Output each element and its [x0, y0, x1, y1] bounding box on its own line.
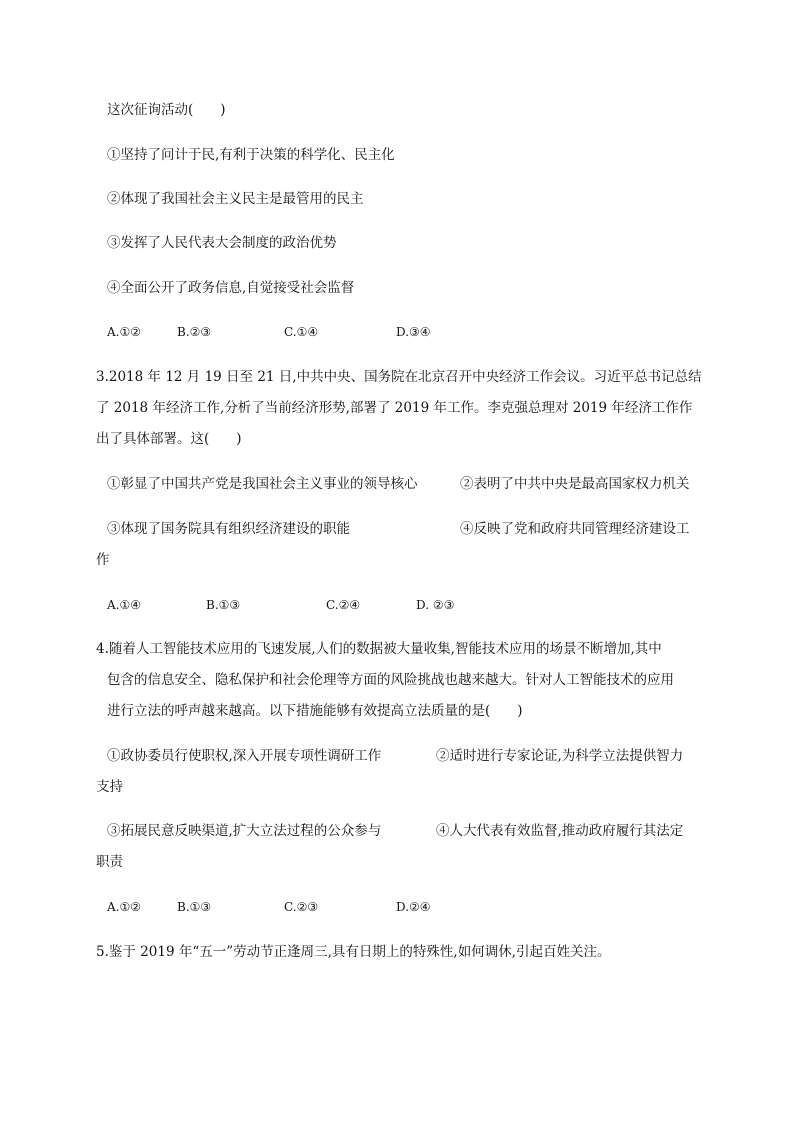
q3-option-b: B.①③ [206, 598, 241, 612]
q5-stem: 5.鉴于 2019 年“五一”劳动节正逢周三,具有日期上的特殊性,如何调休,引起百姓关注。 [96, 944, 611, 960]
q4-option-d: D.②④ [396, 900, 431, 914]
q4-item-1: ①政协委员行使职权,深入开展专项性调研工作 [107, 748, 382, 764]
q4-item-3: ③拓展民意反映渠道,扩大立法过程的公众参与 [107, 823, 382, 839]
q3-option-d: D. ②③ [416, 598, 455, 612]
q2-option-b: B.②③ [177, 325, 212, 339]
q2-option-a: A.①② [107, 325, 141, 339]
q2-option-d: D.③④ [396, 325, 431, 339]
q4-stem-line-1: 4.随着人工智能技术应用的飞速发展,人们的数据被大量收集,智能技术应用的场景不断增加,其中 [96, 641, 662, 657]
q4-option-b: B.①③ [177, 900, 212, 914]
q3-stem-line-1: 3.2018 年 12 月 19 日至 21 日,中共中央、国务院在北京召开中央经济工作会议。习近平总书记总结 [96, 369, 702, 385]
q2-item-4: ④全面公开了政务信息,自觉接受社会监督 [107, 280, 355, 296]
q3-stem-line-2: 了 2018 年经济工作,分析了当前经济形势,部署了 2019 年工作。李克强总理对 2019 年经济工作作 [96, 400, 693, 416]
q4-option-c: C.②③ [284, 900, 319, 914]
q2-item-1: ①坚持了问计于民,有利于决策的科学化、民主化 [107, 147, 395, 163]
q3-item-2: ②表明了中共中央是最高国家权力机关 [460, 476, 690, 492]
q3-item-3: ③体现了国务院具有组织经济建设的职能 [107, 521, 350, 537]
q2-option-c: C.①④ [284, 325, 319, 339]
q3-stem-line-3: 出了具体部署。这( ) [96, 431, 242, 447]
q2-item-3: ③发挥了人民代表大会制度的政治优势 [107, 235, 337, 251]
q2-item-2: ②体现了我国社会主义民主是最管用的民主 [107, 191, 364, 207]
q4-stem-line-3: 进行立法的呼声越来越高。以下措施能够有效提高立法质量的是( ) [107, 703, 523, 719]
q4-item-4: ④人大代表有效监督,推动政府履行其法定 [436, 823, 684, 839]
q4-item-2-wrap: 支持 [96, 779, 123, 795]
q4-item-4-wrap: 职责 [96, 854, 123, 870]
q4-option-a: A.①② [107, 900, 141, 914]
q4-stem-line-2: 包含的信息安全、隐私保护和社会伦理等方面的风险挑战也越来越大。针对人工智能技术的应用 [107, 672, 674, 688]
q2-stem: 这次征询活动( ) [107, 102, 226, 118]
q4-item-2: ②适时进行专家论证,为科学立法提供智力 [436, 748, 684, 764]
q3-option-a: A.①④ [107, 598, 141, 612]
q3-item-1: ①彰显了中国共产党是我国社会主义事业的领导核心 [107, 476, 418, 492]
q3-option-c: C.②④ [326, 598, 361, 612]
q3-item-4-wrap: 作 [96, 552, 110, 568]
q3-item-4: ④反映了党和政府共同管理经济建设工 [460, 521, 690, 537]
